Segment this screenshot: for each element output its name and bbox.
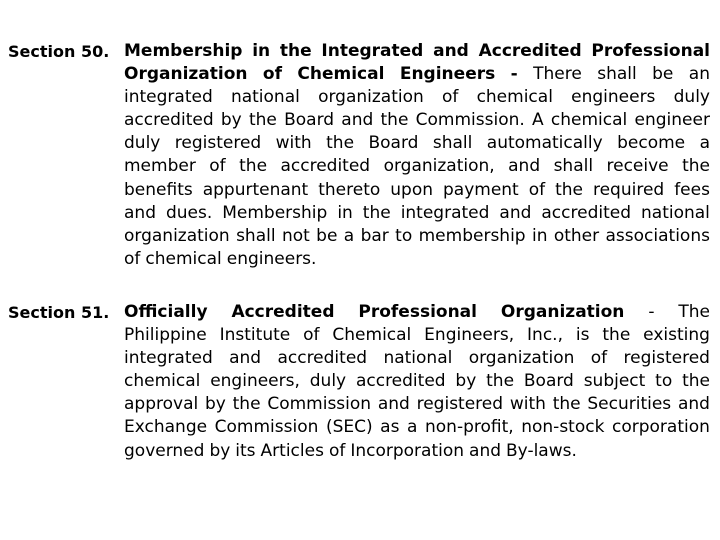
word: be	[316, 225, 338, 246]
word: payment	[442, 179, 519, 200]
word: registered	[174, 133, 262, 154]
word: non-stock	[521, 417, 605, 438]
word: the	[279, 41, 312, 61]
text-line	[124, 40, 710, 63]
word: a	[343, 225, 355, 246]
word: Professional	[358, 302, 477, 322]
word: in	[252, 41, 271, 61]
word: the	[380, 110, 409, 131]
word: in	[337, 202, 353, 223]
word: chemical	[476, 87, 553, 108]
word: shall	[597, 64, 637, 85]
word: Professional	[591, 41, 710, 61]
word: in	[531, 225, 548, 246]
word: engineers,	[210, 371, 300, 392]
word: not	[281, 225, 310, 246]
word: bar	[360, 225, 389, 246]
word: Inc.,	[527, 325, 563, 346]
word: to	[655, 371, 673, 392]
word: be	[652, 64, 674, 85]
section-label: Section 51.	[8, 303, 110, 322]
word: to	[395, 225, 413, 246]
word: and	[469, 440, 502, 461]
word: Institute	[219, 325, 291, 346]
word: integrated	[124, 87, 213, 108]
word: of	[124, 248, 141, 269]
word: the	[362, 202, 391, 223]
word: (SEC)	[325, 417, 373, 438]
word: of	[528, 179, 546, 200]
word: the	[248, 110, 277, 131]
word: non-profit,	[425, 417, 514, 438]
word: registered	[623, 348, 710, 369]
word: by	[209, 440, 231, 461]
word: with	[509, 394, 546, 415]
section-label: Section 50.	[8, 42, 110, 61]
word: Board	[523, 371, 574, 392]
word: Engineers,	[424, 325, 515, 346]
word: the	[232, 394, 261, 415]
word: Organization	[124, 64, 248, 85]
word: chemical	[124, 371, 201, 392]
word: benefits	[124, 179, 193, 200]
word: of	[328, 440, 346, 461]
word: of	[303, 325, 320, 346]
word: existing	[643, 325, 710, 346]
word: by	[205, 394, 226, 415]
word: Membership	[124, 41, 243, 61]
word: Exchange	[124, 417, 208, 438]
text-line	[124, 393, 710, 416]
word: of	[441, 87, 459, 108]
word: Board	[368, 133, 419, 154]
word: and	[341, 110, 374, 131]
word: dues.	[165, 202, 213, 223]
word: as	[380, 417, 400, 438]
word: and	[677, 394, 710, 415]
word: membership	[418, 225, 526, 246]
word: integrated	[124, 348, 213, 369]
word: the	[552, 394, 581, 415]
word: -	[510, 64, 518, 85]
word: of	[262, 64, 282, 85]
word: the	[555, 179, 583, 200]
section-body	[124, 40, 710, 271]
text-line	[124, 155, 710, 178]
word: Accredited	[231, 302, 335, 322]
word: shall	[553, 156, 594, 177]
text-line	[124, 440, 710, 463]
word: Membership	[222, 202, 328, 223]
text-line	[124, 63, 710, 86]
word: and	[229, 348, 262, 369]
word: chemical	[550, 110, 628, 131]
word: thereto	[318, 179, 381, 200]
text-line	[124, 225, 710, 248]
word: accredited	[280, 156, 371, 177]
word: appurtenant	[202, 179, 309, 200]
word: Chemical	[297, 64, 385, 85]
word: member	[124, 156, 196, 177]
word: national	[230, 87, 300, 108]
word: Accredited	[478, 41, 582, 61]
word: integrated	[400, 202, 490, 223]
word: Commission	[267, 394, 372, 415]
word: Officially	[124, 302, 208, 322]
word: and	[124, 202, 156, 223]
word: an	[688, 64, 710, 85]
word: upon	[390, 179, 433, 200]
word: other	[553, 225, 600, 246]
word: automatically	[486, 133, 603, 154]
text-line	[124, 301, 710, 324]
word: Engineers	[399, 64, 496, 85]
word: the	[239, 156, 268, 177]
word: receive	[606, 156, 669, 177]
word: A	[532, 110, 544, 131]
word: Philippine	[124, 325, 207, 346]
word: registered	[416, 394, 504, 415]
word: by	[455, 371, 477, 392]
word: duly	[124, 133, 161, 154]
word: and	[377, 394, 410, 415]
word: become	[617, 133, 686, 154]
word: national	[641, 202, 710, 223]
word: and	[508, 156, 541, 177]
word: By-laws.	[506, 440, 577, 461]
word: accredited	[277, 348, 368, 369]
word: Integrated	[321, 41, 424, 61]
word: the	[326, 133, 355, 154]
word: There	[533, 64, 582, 85]
word: Chemical	[332, 325, 412, 346]
word: -	[648, 302, 655, 322]
word: governed	[124, 440, 205, 461]
text-line	[124, 324, 710, 347]
text-line	[124, 416, 710, 439]
word: Incorporation	[350, 440, 465, 461]
word: is	[575, 325, 590, 346]
word: the	[682, 371, 710, 392]
word: of	[209, 156, 226, 177]
word: engineers.	[226, 248, 317, 269]
word: engineer	[634, 110, 710, 131]
word: of	[590, 348, 608, 369]
word: organization	[124, 225, 230, 246]
section-body	[124, 301, 710, 463]
word: required	[592, 179, 665, 200]
word: Commission	[214, 417, 319, 438]
word: Commission.	[415, 110, 525, 131]
word: by	[220, 110, 242, 131]
text-line	[124, 86, 710, 109]
word: its	[235, 440, 256, 461]
word: engineers	[571, 87, 656, 108]
word: and	[499, 202, 532, 223]
text-line	[124, 202, 710, 225]
text-line	[124, 370, 710, 393]
word: chemical	[145, 248, 222, 269]
word: a	[407, 417, 418, 438]
word: shall	[432, 133, 473, 154]
word: organization,	[383, 156, 495, 177]
word: organization	[318, 87, 424, 108]
word: approval	[124, 394, 199, 415]
word: shall	[236, 225, 276, 246]
word: The	[678, 302, 710, 322]
text-line	[124, 179, 710, 202]
word: duly	[673, 87, 710, 108]
word: a	[699, 133, 710, 154]
word: accredited	[355, 371, 446, 392]
word: Articles	[260, 440, 324, 461]
text-line	[124, 132, 710, 155]
word: organization	[468, 348, 575, 369]
word: Organization	[500, 302, 625, 322]
word: the	[486, 371, 515, 392]
word: corporation	[612, 417, 710, 438]
text-line	[124, 109, 710, 132]
word: national	[383, 348, 453, 369]
word: fees	[674, 179, 710, 200]
text-line	[124, 347, 710, 370]
word: and	[433, 41, 469, 61]
word: Board	[284, 110, 335, 131]
word: duly	[309, 371, 347, 392]
word: the	[682, 156, 710, 177]
word: Securities	[587, 394, 672, 415]
word: with	[275, 133, 312, 154]
text-line	[124, 248, 710, 271]
word: accredited	[124, 110, 214, 131]
word: accredited	[541, 202, 632, 223]
word: the	[602, 325, 631, 346]
word: associations	[605, 225, 710, 246]
word: subject	[583, 371, 646, 392]
